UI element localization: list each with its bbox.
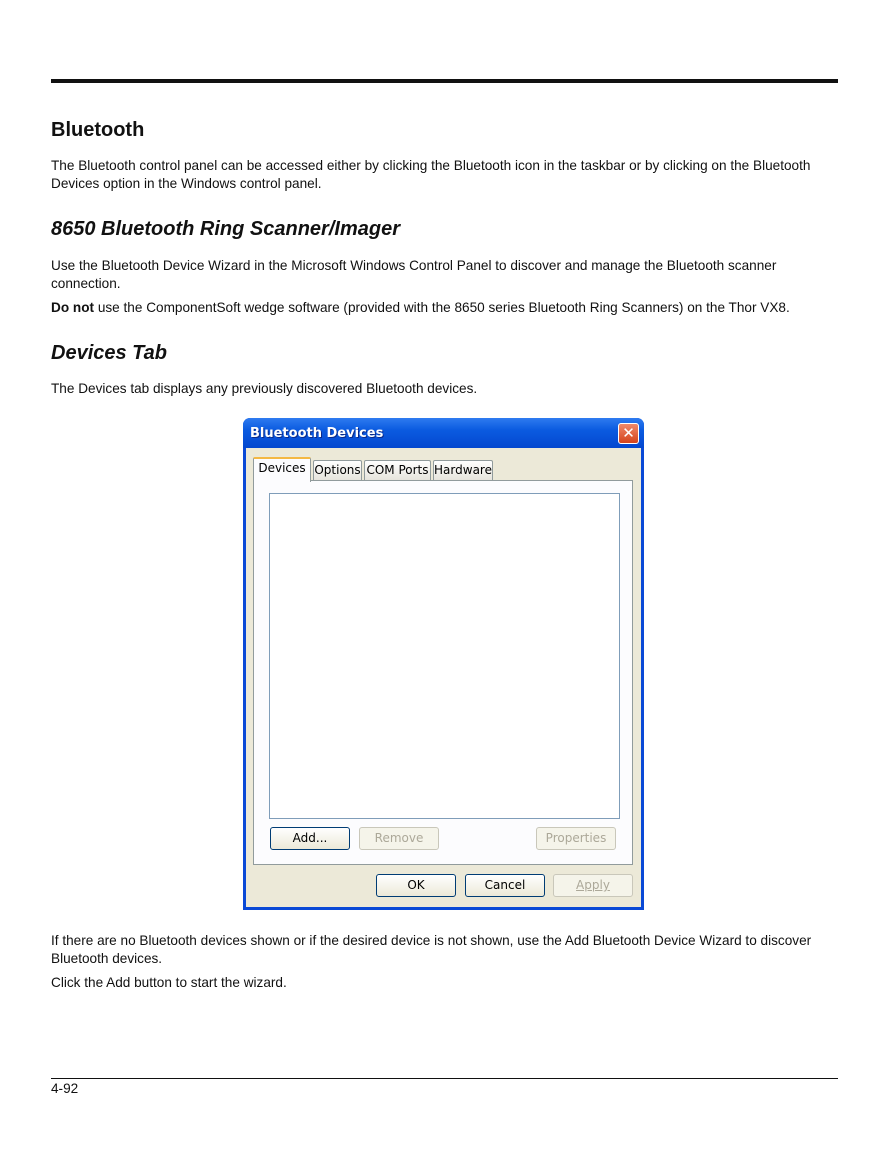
ok-button[interactable]: OK bbox=[376, 874, 456, 897]
intro-paragraph: The Bluetooth control panel can be accessed either by clicking the Bluetooth icon in the taskbar or by clicking on the Bluetooth Devices option in the Windows control panel. bbox=[51, 158, 811, 191]
cancel-button[interactable]: Cancel bbox=[465, 874, 545, 897]
add-button[interactable]: Add... bbox=[270, 827, 350, 850]
no-devices-paragraph: If there are no Bluetooth devices shown or if the desired device is not shown, use the Add Bluetooth Device Wizard to discover Bluetooth devices. bbox=[51, 933, 812, 966]
remove-button[interactable]: Remove bbox=[359, 827, 439, 850]
click-add-paragraph: Click the Add button to start the wizard. bbox=[51, 975, 287, 990]
section-heading-devices-tab: Devices Tab bbox=[51, 342, 167, 364]
properties-button[interactable]: Properties bbox=[536, 827, 616, 850]
apply-button[interactable] bbox=[553, 874, 633, 897]
dialog-title-bar[interactable] bbox=[243, 418, 644, 448]
dialog-title: Bluetooth Devices bbox=[250, 426, 384, 441]
apply-label: Apply bbox=[576, 878, 610, 892]
tab-devices[interactable]: Devices bbox=[253, 457, 311, 482]
tab-options[interactable]: Options bbox=[313, 460, 362, 480]
tab-hardware[interactable]: Hardware bbox=[433, 460, 493, 480]
bluetooth-devices-dialog bbox=[243, 418, 644, 910]
wizard-paragraph: Use the Bluetooth Device Wizard in the Microsoft Windows Control Panel to discover and manage the Bluetooth scanner connection. bbox=[51, 258, 777, 291]
do-not-paragraph bbox=[51, 299, 841, 317]
section-heading-ring-scanner: 8650 Bluetooth Ring Scanner/Imager bbox=[51, 218, 400, 240]
devices-tab-paragraph: The Devices tab displays any previously discovered Bluetooth devices. bbox=[51, 381, 478, 396]
close-icon[interactable]: ✕ bbox=[618, 423, 639, 444]
devices-tab-panel bbox=[253, 480, 633, 865]
header-rule bbox=[51, 79, 838, 83]
page-number: 4-92 bbox=[51, 1081, 79, 1096]
do-not-text: use the ComponentSoft wedge software (provided with the 8650 series Bluetooth Ring Scanners) on the Thor VX8. bbox=[94, 300, 790, 315]
do-not-emphasis: Do not bbox=[51, 300, 95, 315]
footer-rule bbox=[51, 1078, 838, 1079]
tab-com-ports[interactable]: COM Ports bbox=[364, 460, 431, 480]
device-list[interactable] bbox=[269, 493, 620, 819]
dialog-body bbox=[246, 448, 641, 907]
section-heading-bluetooth: Bluetooth bbox=[51, 119, 145, 141]
